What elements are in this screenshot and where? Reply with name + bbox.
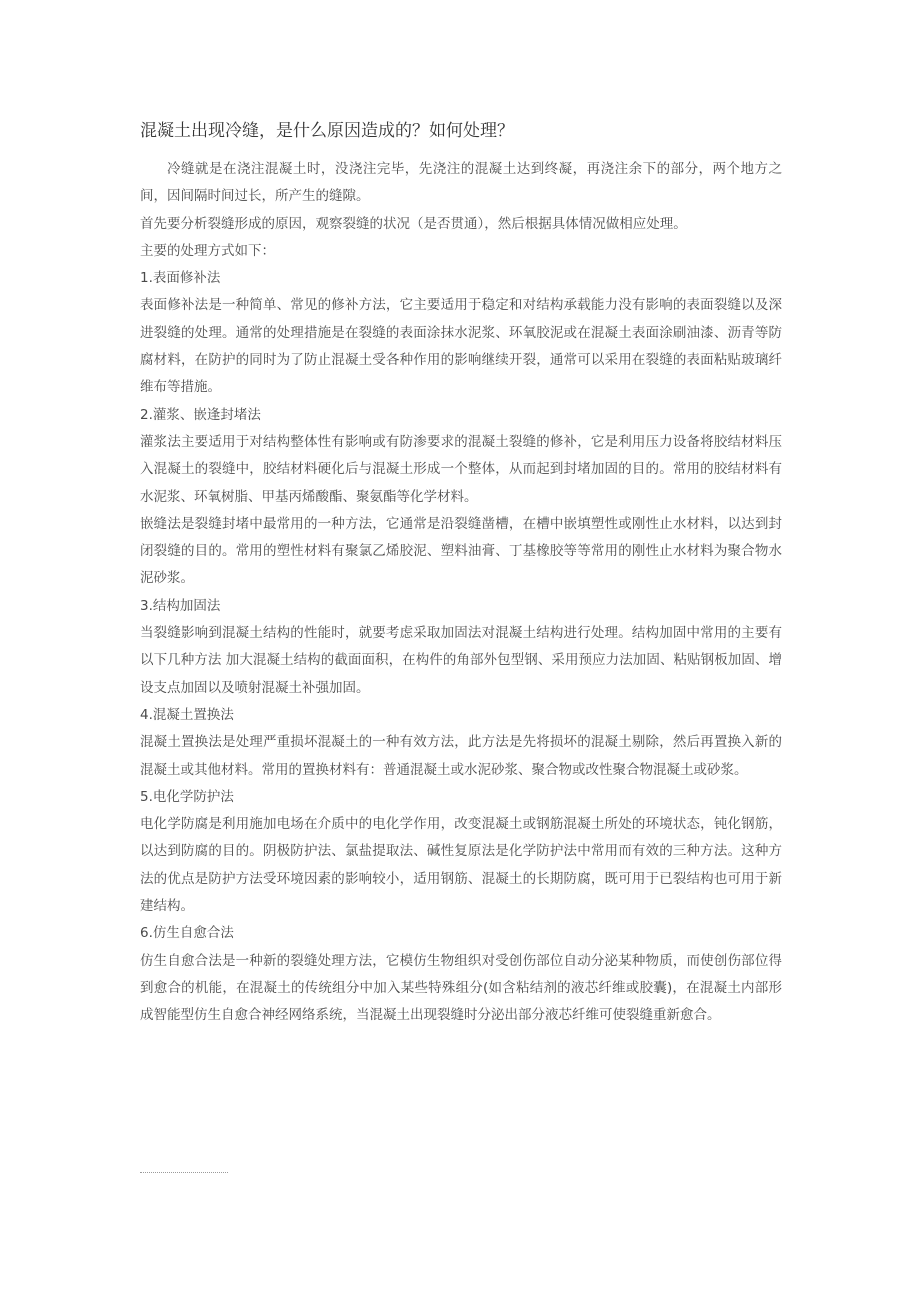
section-paragraph: 灌浆法主要适用于对结构整体性有影响或有防渗要求的混凝土裂缝的修补，它是利用压力设备将胶结材料压入混凝土的裂缝中，胶结材料硬化后与混凝土形成一个整体，从而起到封堵加固的目的。常用的胶结材料有水泥浆、环氧树脂、甲基丙烯酸酯、聚氨酯等化学材料。	[140, 433, 782, 505]
section-electrochemical	[140, 784, 782, 920]
section-paragraph: 表面修补法是一种简单、常见的修补方法，它主要适用于稳定和对结构承载能力没有影响的表面裂缝以及深进裂缝的处理。通常的处理措施是在裂缝的表面涂抹水泥浆、环氧胶泥或在混凝土表面涂刷油漆、沥青等防腐材料，在防护的同时为了防止混凝土受各种作用的影响继续开裂，通常可以采用在裂缝的表面粘贴玻璃纤维布等措施。	[140, 297, 782, 396]
article-title: 混凝土出现冷缝，是什么原因造成的？如何处理？	[140, 121, 514, 141]
section-paragraph: 嵌缝法是裂缝封堵中最常用的一种方法，它通常是沿裂缝凿槽，在槽中嵌填塑性或刚性止水材料，以达到封闭裂缝的目的。常用的塑性材料有聚氯乙烯胶泥、塑料油膏、丁基橡胶等等常用的刚性止水材料为聚合物水泥砂浆。	[140, 515, 782, 587]
section-heading: 3.结构加固法	[140, 597, 221, 614]
analysis-paragraph: 首先要分析裂缝形成的原因，观察裂缝的状况（是否贯通），然后根据具体情况做相应处理。	[140, 215, 687, 232]
methods-intro: 主要的处理方式如下：	[140, 242, 275, 259]
section-concrete-replacement	[140, 702, 782, 784]
section-heading: 4.混凝土置换法	[140, 706, 234, 723]
section-paragraph: 电化学防腐是利用施加电场在介质中的电化学作用，改变混凝土或钢筋混凝土所处的环境状态，钝化钢筋，以达到防腐的目的。阴极防护法、氯盐提取法、碱性复原法是化学防护法中常用而有效的三种方法。这种方法的优点是防护方法受环境因素的影响较小，适用钢筋、混凝土的长期防腐，既可用于已裂结构也可用于新建结构。	[140, 816, 782, 915]
article	[140, 118, 782, 1030]
section-self-healing	[140, 920, 782, 1029]
intro-paragraph: 冷缝就是在浇注混凝土时，没浇注完毕，先浇注的混凝土达到终凝，再浇注余下的部分，两个地方之间，因间隔时间过长，所产生的缝隙。	[140, 161, 782, 205]
section-heading: 2.灌浆、嵌逢封堵法	[140, 406, 261, 423]
section-paragraph: 混凝土置换法是处理严重损坏混凝土的一种有效方法，此方法是先将损坏的混凝土剔除，然后再置换入新的混凝土或其他材料。常用的置换材料有：普通混凝土或水泥砂浆、聚合物或改性聚合物混凝土或砂浆。	[140, 734, 782, 778]
section-heading: 1.表面修补法	[140, 270, 221, 287]
footer-divider	[140, 1172, 228, 1173]
section-grouting	[140, 402, 782, 593]
section-heading: 5.电化学防护法	[140, 788, 234, 805]
section-heading: 6.仿生自愈合法	[140, 925, 234, 942]
section-structural-reinforcement	[140, 593, 782, 702]
section-paragraph: 仿生自愈合法是一种新的裂缝处理方法，它模仿生物组织对受创伤部位自动分泌某种物质，而使创伤部位得到愈合的机能，在混凝土的传统组分中加入某些特殊组分(如含粘结剂的液芯纤维或胶囊)，在混凝土内部形成智能型仿生自愈合神经网络系统，当混凝土出现裂缝时分泌出部分液芯纤维可使裂缝重新愈合。	[140, 952, 782, 1024]
section-surface-repair	[140, 265, 782, 401]
section-paragraph: 当裂缝影响到混凝土结构的性能时，就要考虑采取加固法对混凝土结构进行处理。结构加固中常用的主要有以下几种方法 加大混凝土结构的截面面积，在构件的角部外包型钢、采用预应力法加固、粘贴钢板加固、增设支点加固以及喷射混凝土补强加固。	[140, 625, 782, 696]
